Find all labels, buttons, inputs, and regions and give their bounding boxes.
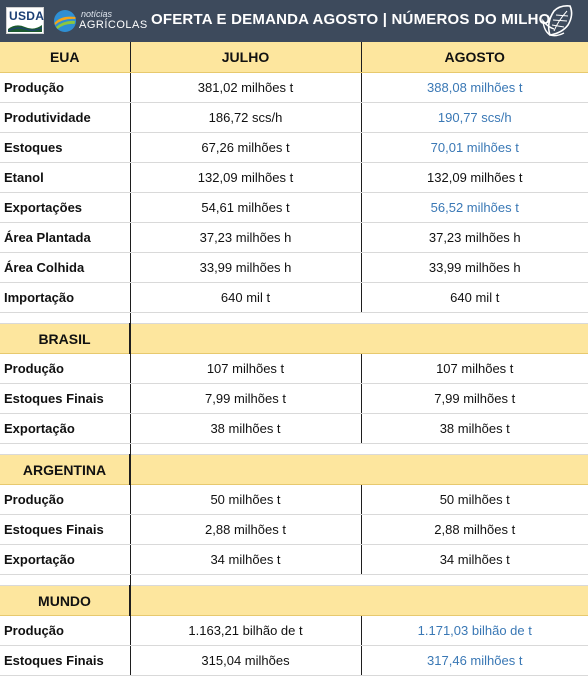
table-row bbox=[0, 384, 588, 414]
row-label: Etanol bbox=[0, 163, 130, 193]
table-row bbox=[0, 354, 588, 384]
table-row bbox=[0, 133, 588, 163]
table-row bbox=[0, 515, 588, 545]
value-julho: 132,09 milhões t bbox=[130, 163, 361, 193]
row-label: Estoques Finais bbox=[0, 515, 130, 545]
table-row bbox=[0, 646, 588, 676]
value-agosto: 1.171,03 bilhão de t bbox=[361, 616, 588, 646]
table-row bbox=[0, 193, 588, 223]
value-julho: 640 mil t bbox=[130, 283, 361, 313]
value-julho: 67,26 milhões t bbox=[130, 133, 361, 163]
value-agosto: 7,99 milhões t bbox=[361, 384, 588, 414]
row-label: Produção bbox=[0, 616, 130, 646]
row-label: Exportações bbox=[0, 193, 130, 223]
section-spacer bbox=[0, 313, 588, 324]
table-row bbox=[0, 485, 588, 515]
section-spacer bbox=[0, 444, 588, 455]
spacer-cell bbox=[130, 313, 588, 324]
row-label: Exportação bbox=[0, 414, 130, 444]
row-label: Área Colhida bbox=[0, 253, 130, 283]
value-julho: 315,04 milhões bbox=[130, 646, 361, 676]
value-agosto: 107 milhões t bbox=[361, 354, 588, 384]
value-agosto: 132,09 milhões t bbox=[361, 163, 588, 193]
section-header-fill bbox=[130, 586, 588, 616]
column-header-julho: JULHO bbox=[130, 42, 361, 73]
section-name-mundo: MUNDO bbox=[0, 586, 130, 616]
value-julho: 186,72 scs/h bbox=[130, 103, 361, 133]
value-agosto: 37,23 milhões h bbox=[361, 223, 588, 253]
noticias-agricolas-logo-bottom: AGRÍCOLAS bbox=[79, 19, 148, 31]
value-agosto: 190,77 scs/h bbox=[361, 103, 588, 133]
usda-logo bbox=[6, 7, 44, 34]
value-agosto: 56,52 milhões t bbox=[361, 193, 588, 223]
table-row bbox=[0, 253, 588, 283]
noticias-agricolas-logo bbox=[53, 8, 148, 34]
row-label: Produção bbox=[0, 354, 130, 384]
row-label: Área Plantada bbox=[0, 223, 130, 253]
spacer-cell bbox=[0, 313, 130, 324]
section-name-argentina: ARGENTINA bbox=[0, 455, 130, 485]
value-agosto: 38 milhões t bbox=[361, 414, 588, 444]
spacer-cell bbox=[130, 575, 588, 586]
value-agosto: 2,88 milhões t bbox=[361, 515, 588, 545]
section-header-argentina bbox=[0, 455, 588, 485]
header-bar bbox=[0, 0, 588, 42]
value-julho: 38 milhões t bbox=[130, 414, 361, 444]
spacer-cell bbox=[0, 575, 130, 586]
section-header-brasil bbox=[0, 324, 588, 354]
corn-icon bbox=[540, 3, 580, 39]
row-label: Exportação bbox=[0, 545, 130, 575]
value-julho: 1.163,21 bilhão de t bbox=[130, 616, 361, 646]
value-julho: 34 milhões t bbox=[130, 545, 361, 575]
section-header-mundo bbox=[0, 586, 588, 616]
table-row bbox=[0, 414, 588, 444]
table-body bbox=[0, 42, 588, 676]
value-julho: 107 milhões t bbox=[130, 354, 361, 384]
usda-logo-graphic bbox=[8, 22, 42, 32]
value-agosto: 33,99 milhões h bbox=[361, 253, 588, 283]
value-agosto: 388,08 milhões t bbox=[361, 73, 588, 103]
row-label: Produção bbox=[0, 485, 130, 515]
value-agosto: 640 mil t bbox=[361, 283, 588, 313]
value-julho: 381,02 milhões t bbox=[130, 73, 361, 103]
noticias-agricolas-emblem-icon bbox=[53, 9, 77, 33]
value-julho: 7,99 milhões t bbox=[130, 384, 361, 414]
table-row bbox=[0, 163, 588, 193]
table-row bbox=[0, 223, 588, 253]
spacer-cell bbox=[0, 444, 130, 455]
section-name-eua: EUA bbox=[0, 42, 130, 73]
noticias-agricolas-logo-top: notícias bbox=[81, 9, 113, 19]
row-label: Estoques Finais bbox=[0, 384, 130, 414]
page-title: OFERTA E DEMANDA AGOSTO | NÚMEROS DO MILHO bbox=[151, 11, 551, 28]
value-julho: 50 milhões t bbox=[130, 485, 361, 515]
section-header-fill bbox=[130, 324, 588, 354]
row-label: Produção bbox=[0, 73, 130, 103]
row-label: Importação bbox=[0, 283, 130, 313]
value-julho: 33,99 milhões h bbox=[130, 253, 361, 283]
row-label: Produtividade bbox=[0, 103, 130, 133]
column-header-agosto: AGOSTO bbox=[361, 42, 588, 73]
corn-supply-demand-table bbox=[0, 42, 588, 676]
value-agosto: 70,01 milhões t bbox=[361, 133, 588, 163]
table-row bbox=[0, 103, 588, 133]
table-row bbox=[0, 73, 588, 103]
value-agosto: 34 milhões t bbox=[361, 545, 588, 575]
usda-logo-text: USDA bbox=[9, 9, 45, 23]
table-row bbox=[0, 545, 588, 575]
row-label: Estoques Finais bbox=[0, 646, 130, 676]
section-header-fill bbox=[130, 455, 588, 485]
table-row bbox=[0, 616, 588, 646]
spacer-cell bbox=[130, 444, 588, 455]
value-julho: 54,61 milhões t bbox=[130, 193, 361, 223]
value-agosto: 50 milhões t bbox=[361, 485, 588, 515]
value-agosto: 317,46 milhões t bbox=[361, 646, 588, 676]
section-spacer bbox=[0, 575, 588, 586]
value-julho: 37,23 milhões h bbox=[130, 223, 361, 253]
table-row bbox=[0, 283, 588, 313]
value-julho: 2,88 milhões t bbox=[130, 515, 361, 545]
row-label: Estoques bbox=[0, 133, 130, 163]
column-header-row bbox=[0, 42, 588, 73]
section-name-brasil: BRASIL bbox=[0, 324, 130, 354]
